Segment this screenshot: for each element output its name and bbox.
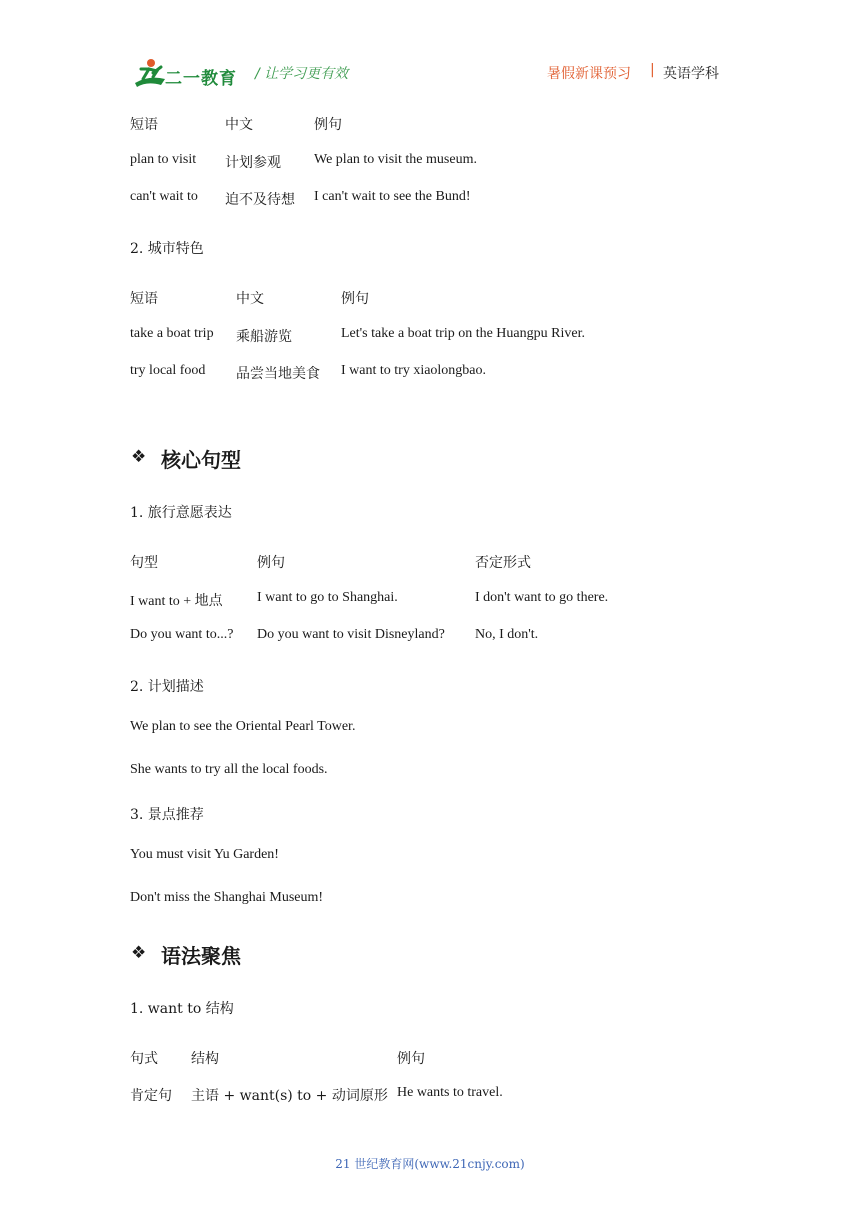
table-cell: No, I don't.	[475, 627, 539, 642]
table-cell: I want to go to Shanghai.	[257, 590, 398, 605]
example-sentence: Don't miss the Shanghai Museum!	[130, 890, 324, 905]
table-cell: 计划参观	[225, 155, 281, 171]
table-cell: I want to + 地点	[130, 594, 223, 609]
table-cell: Do you want to visit Disneyland?	[257, 627, 445, 642]
table-header: 例句	[257, 555, 285, 571]
table-header: 否定形式	[475, 555, 531, 571]
table-header: 中文	[225, 117, 253, 133]
table-cell: plan to visit	[130, 152, 197, 167]
subsection-title: 1. want to 结构	[130, 1001, 234, 1017]
table-cell: I don't want to go there.	[475, 590, 609, 605]
section-heading-grammar: 语法聚焦	[161, 944, 241, 968]
table-header: 例句	[341, 291, 369, 307]
section-title: 2. 城市特色	[130, 241, 204, 257]
table-header: 句式	[130, 1051, 158, 1067]
logo-text: 二一教育	[165, 69, 237, 89]
subsection-title: 3. 景点推荐	[130, 807, 204, 823]
table-cell: I want to try xiaolongbao.	[341, 363, 487, 378]
table-header: 中文	[236, 291, 264, 307]
table-header: 结构	[191, 1051, 219, 1067]
section-heading-core: 核心句型	[161, 448, 241, 472]
table-header: 例句	[397, 1051, 425, 1067]
table-cell: try local food	[130, 363, 206, 378]
table-header: 例句	[314, 117, 342, 133]
diamond-bullet-icon: ❖	[131, 447, 147, 467]
example-sentence: She wants to try all the local foods.	[130, 762, 328, 777]
table-cell: 品尝当地美食	[236, 366, 320, 382]
header-subject: 英语学科	[663, 66, 719, 82]
table-cell: 肯定句	[130, 1088, 172, 1104]
table-header: 短语	[130, 117, 158, 133]
footer-text: 21 世纪教育网(www.21cnjy.com)	[335, 1157, 525, 1171]
table-cell: I can't wait to see the Bund!	[314, 189, 471, 204]
table-cell: Let's take a boat trip on the Huangpu River.	[341, 326, 585, 341]
subsection-title: 2. 计划描述	[130, 679, 204, 695]
example-sentence: You must visit Yu Garden!	[130, 847, 279, 862]
example-sentence: We plan to see the Oriental Pearl Tower.	[130, 719, 356, 734]
table-header: 短语	[130, 291, 158, 307]
table-cell: We plan to visit the museum.	[314, 152, 477, 167]
diamond-bullet-icon: ❖	[131, 943, 147, 963]
table-cell: 迫不及待想	[225, 192, 295, 208]
table-cell: take a boat trip	[130, 326, 214, 341]
table-cell: He wants to travel.	[397, 1085, 503, 1100]
slogan: / 让学习更有效	[255, 66, 349, 82]
header-course-label: 暑假新课预习	[547, 66, 631, 82]
table-cell: Do you want to...?	[130, 627, 234, 642]
table-header: 句型	[130, 555, 158, 571]
subsection-title: 1. 旅行意愿表达	[130, 505, 232, 521]
table-cell: 主语 + want(s) to + 动词原形	[191, 1088, 388, 1104]
header-separator: |	[650, 62, 655, 78]
table-cell: can't wait to	[130, 189, 198, 204]
table-cell: 乘船游览	[236, 329, 292, 345]
